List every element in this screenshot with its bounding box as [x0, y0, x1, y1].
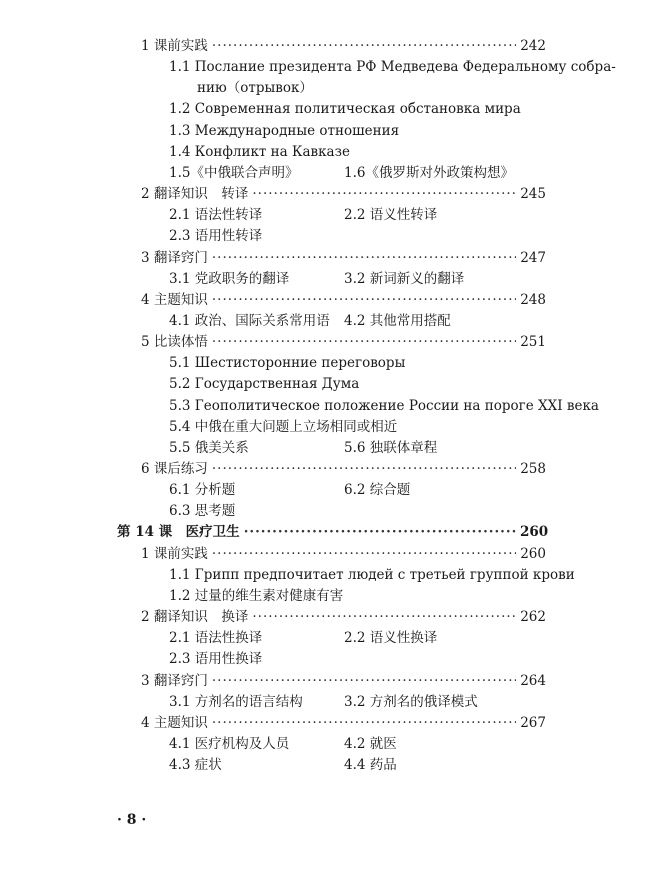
toc-section-entry	[0, 248, 546, 269]
toc-entry-title: 2 翻译知识 转译	[141, 186, 249, 203]
toc-section-entry	[0, 544, 546, 565]
toc-page-number: 247	[520, 249, 546, 266]
dot-leader	[244, 522, 516, 543]
toc-section-entry	[0, 184, 546, 205]
toc-entry-title: 3 翻译窍门	[141, 672, 208, 689]
toc-entry-title: 4 主题知识	[141, 714, 208, 731]
toc-subsection-title: 4.3 症状	[169, 757, 222, 774]
toc-entry-title: 6 课后练习	[141, 461, 208, 477]
toc-subsection-title: 4.1 医疗机构及人员	[169, 735, 290, 752]
dot-leader	[212, 671, 516, 692]
toc-subsection-title: 2.2 语义性转译	[344, 207, 438, 224]
toc-subsection-title: 2.2 语义性换译	[344, 630, 438, 647]
toc-section-entry	[0, 671, 546, 692]
toc-page-number: 260	[520, 545, 546, 562]
toc-subsection-pair	[169, 480, 569, 501]
toc-entry-title: 4 主题知识	[141, 291, 208, 308]
toc-subsection-pair	[169, 311, 569, 332]
toc-subsection-pair	[169, 755, 569, 776]
toc-subsection-title: 3.1 党政职务的翻译	[169, 270, 290, 287]
toc-page-number: 258	[520, 461, 546, 477]
dot-leader	[212, 332, 516, 353]
toc-entry-title: 2 翻译知识 换译	[141, 609, 249, 626]
toc-subsection-title: 1.3 Международные отношения	[169, 122, 400, 139]
toc-subsection-title: 1.1 Послание президента РФ Медведева Федеральному собра-	[169, 59, 616, 76]
toc-page-number: 267	[520, 714, 546, 731]
toc-subsection-pair	[169, 163, 569, 184]
toc-subsection-pair	[169, 438, 569, 459]
toc-subsection-title: 4.2 就医	[344, 735, 397, 752]
toc-subsection-title: 3.1 方剂名的语言结构	[169, 693, 303, 710]
toc-entry-title: 1 课前实践	[141, 38, 208, 54]
toc-section-entry	[0, 290, 546, 311]
toc-subsection-pair	[169, 205, 569, 226]
toc-section-entry	[0, 713, 546, 734]
dot-leader	[212, 248, 516, 269]
toc-subsection-title: 4.1 政治、国际关系常用语	[169, 312, 330, 329]
dot-leader	[212, 713, 516, 734]
toc-page-number: 245	[520, 186, 546, 203]
toc-subsection-pair	[169, 692, 569, 713]
toc-subsection-title: 1.2 Современная политическая обстановка мира	[169, 101, 521, 118]
toc-subsection-title: 1.6《俄罗斯对外政策构想》	[344, 164, 514, 181]
toc-subsection-title: 1.2 过量的维生素对健康有害	[169, 587, 344, 604]
toc-subsection-title: 6.1 分析题	[169, 482, 236, 499]
toc-subsection-title: 1.4 Конфликт на Кавказе	[169, 143, 350, 160]
toc-subsection-pair	[169, 734, 569, 755]
toc-subsection-pair	[169, 269, 569, 290]
toc-section-entry	[0, 459, 546, 480]
toc-page-number: 264	[520, 672, 546, 689]
toc-page-number: 262	[520, 609, 546, 626]
toc-subsection-title: 5.5 俄美关系	[169, 439, 249, 456]
toc-subsection-title: 2.3 语用性转译	[169, 228, 263, 245]
toc-entry-title: 3 翻译窍门	[141, 249, 208, 266]
toc-subsection-title: 5.4 中俄在重大问题上立场相同或相近	[169, 418, 398, 435]
toc-subsection-title: 3.2 新词新义的翻译	[344, 270, 465, 287]
dot-leader	[212, 36, 516, 57]
toc-section-entry	[0, 607, 546, 628]
toc-page-number: 248	[520, 291, 546, 308]
toc-subsection-title: 4.4 药品	[344, 757, 397, 774]
toc-entry-title: 第 14 课 医疗卫生	[117, 524, 240, 541]
toc-subsection-title: 1.1 Грипп предпочитает людей с третьей группой крови	[169, 566, 575, 583]
dot-leader	[252, 184, 516, 205]
toc-subsection-pair	[169, 628, 569, 649]
page-number: · 8 ·	[117, 812, 147, 828]
dot-leader	[212, 290, 516, 311]
toc-subsection-title: 5.2 Государственная Дума	[169, 376, 360, 393]
toc-subsection-title: 5.1 Шестисторонние переговоры	[169, 355, 406, 372]
dot-leader	[212, 544, 516, 565]
toc-page-number: 251	[520, 334, 546, 351]
toc-subsection-title: 5.3 Геополитическое положение России на пороге XXI века	[169, 397, 599, 414]
toc-subsection-title: 2.3 语用性换译	[169, 651, 263, 668]
toc-chapter-entry	[0, 522, 549, 543]
toc-subsection-title: 6.3 思考题	[169, 503, 236, 520]
dot-leader	[252, 607, 516, 628]
dot-leader	[212, 459, 516, 480]
toc-section-entry	[0, 36, 546, 57]
toc-subsection-title: 3.2 方剂名的俄译模式	[344, 693, 478, 710]
toc-subsection-title: нию（отрывок）	[197, 80, 313, 97]
toc-subsection-title: 2.1 语法性换译	[169, 630, 263, 647]
toc-page-number: 260	[520, 524, 549, 541]
toc-subsection-title: 5.6 独联体章程	[344, 439, 438, 456]
toc-entry-title: 1 课前实践	[141, 545, 208, 562]
toc-page-number: 242	[520, 38, 546, 54]
toc-subsection-title: 1.5《中俄联合声明》	[169, 164, 299, 181]
toc-subsection-title: 2.1 语法性转译	[169, 207, 263, 224]
toc-subsection-title: 4.2 其他常用搭配	[344, 312, 451, 329]
toc-section-entry	[0, 332, 546, 353]
toc-subsection-title: 6.2 综合题	[344, 482, 411, 499]
toc-entry-title: 5 比读体悟	[141, 334, 208, 351]
